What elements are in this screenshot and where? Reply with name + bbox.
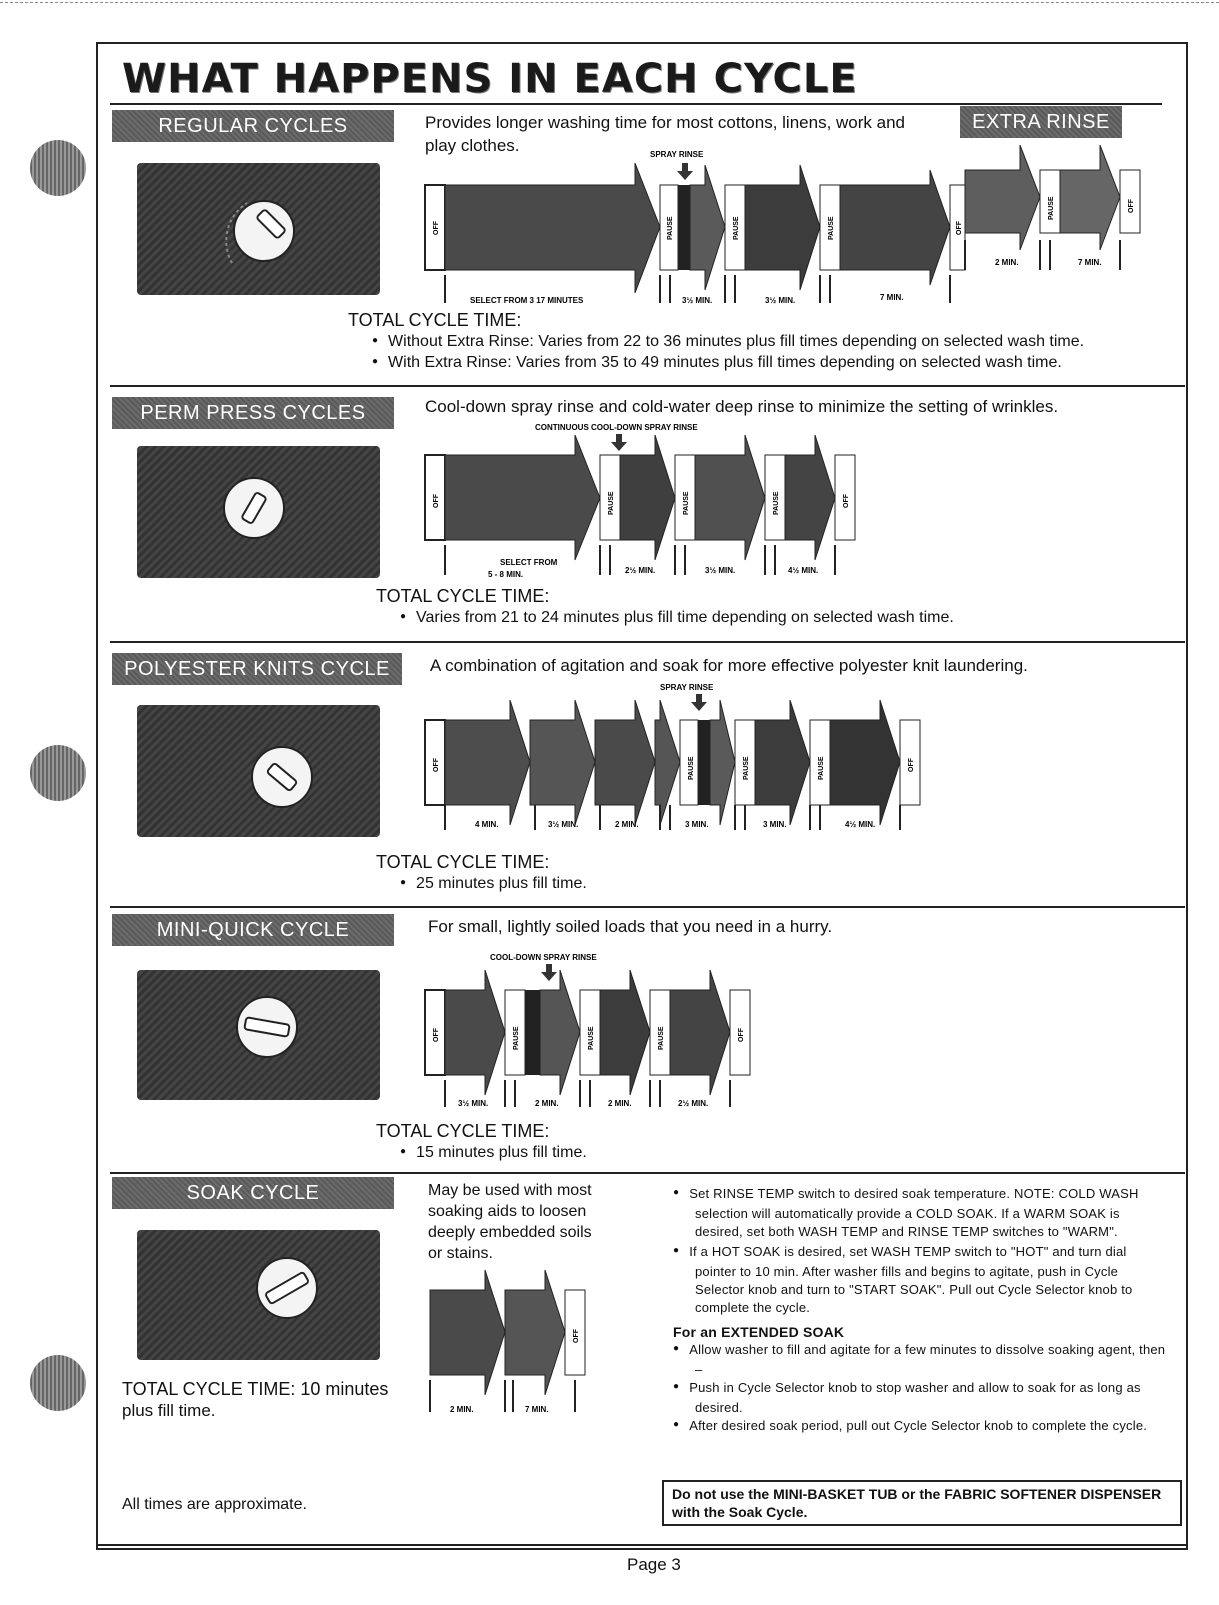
pause-label: PAUSE	[588, 1026, 595, 1050]
soak-total-line1: TOTAL CYCLE TIME: 10 minutes	[122, 1379, 389, 1399]
mini-bullet-1: ● 15 minutes plus fill time.	[400, 1144, 587, 1162]
binder-hole-middle	[30, 745, 86, 801]
time-label: 2 MIN.	[615, 820, 639, 829]
regular-dial-photo	[137, 163, 380, 295]
mini-cycle-diagram	[420, 950, 780, 1120]
time-label: 2 MIN.	[535, 1099, 559, 1108]
regular-description-line2: play clothes.	[425, 136, 520, 155]
time-label: 2 MIN.	[608, 1099, 632, 1108]
poly-spray-label: SPRAY RINSE	[660, 683, 714, 692]
pause-label: PAUSE	[733, 216, 740, 240]
soak-note: ● If a HOT SOAK is desired, set WASH TEMP switch to "HOT" and turn dial pointer to 10 min. After washer fills and begins to agitate, push in Cycle Selector knob and turn to "START SOAK". Pull out Cycle Selector knob to complete the cycle.	[673, 1243, 1170, 1317]
time-label: 7 MIN.	[525, 1405, 549, 1414]
time-label: 3½ MIN.	[705, 566, 736, 575]
perm-dial-photo	[137, 446, 380, 578]
pause-label: PAUSE	[608, 491, 615, 515]
approximate-note: All times are approximate.	[122, 1496, 307, 1513]
soak-cycle-diagram	[425, 1265, 615, 1425]
regular-timeline-bars	[425, 145, 1140, 293]
poly-total-label: TOTAL CYCLE TIME:	[376, 852, 550, 872]
pause-label: PAUSE	[1048, 196, 1055, 220]
time-label: 3½ MIN.	[765, 296, 796, 305]
time-label: 4 MIN.	[475, 820, 499, 829]
dial-knob-icon	[137, 163, 380, 295]
time-label: 2½ MIN.	[678, 1099, 709, 1108]
regular-bullet-2: ● With Extra Rinse: Varies from 35 to 49 minutes plus fill times depending on selected wash time.	[372, 354, 1062, 372]
time-label: 7 MIN.	[880, 293, 904, 302]
dial-knob-icon	[137, 1230, 380, 1360]
time-label: 3 MIN.	[685, 820, 709, 829]
off-label: OFF	[573, 1329, 580, 1343]
top-edge-rule	[0, 2, 1219, 3]
mini-total-label: TOTAL CYCLE TIME:	[376, 1121, 550, 1141]
regular-cycles-banner: REGULAR CYCLES	[112, 110, 394, 142]
time-label: 3½ MIN.	[548, 820, 579, 829]
time-label: 3½ MIN.	[682, 296, 713, 305]
time-label: 5 - 8 MIN.	[488, 570, 524, 579]
mini-time-labels	[458, 1099, 708, 1108]
soak-total-line2: plus fill time.	[122, 1401, 216, 1420]
perm-press-banner: PERM PRESS CYCLES	[112, 397, 394, 429]
mini-quick-banner: MINI-QUICK CYCLE	[112, 914, 394, 946]
perm-timeline-bars	[425, 435, 855, 560]
bottom-rule	[96, 1544, 1188, 1546]
pause-label: PAUSE	[773, 491, 780, 515]
extended-soak-heading: For an EXTENDED SOAK	[673, 1324, 845, 1340]
mini-spray-label: COOL-DOWN SPRAY RINSE	[490, 953, 597, 962]
off-label: OFF	[843, 494, 850, 508]
mini-dial-photo	[137, 970, 380, 1100]
soak-description-line: deeply embedded soils	[428, 1224, 592, 1241]
perm-time-labels	[488, 558, 818, 579]
regular-total-label: TOTAL CYCLE TIME:	[348, 310, 522, 330]
section-divider	[110, 1172, 1185, 1174]
dial-knob-icon	[137, 446, 380, 578]
page-title: WHAT HAPPENS IN EACH CYCLE	[122, 56, 858, 102]
soak-warning-box: Do not use the MINI-BASKET TUB or the FABRIC SOFTENER DISPENSER with the Soak Cycle.	[662, 1480, 1182, 1526]
time-label: 2 MIN.	[450, 1405, 474, 1414]
time-label: 3½ MIN.	[458, 1099, 489, 1108]
section-divider	[110, 906, 1185, 908]
binder-hole-bottom	[30, 1355, 86, 1411]
time-label: 7 MIN.	[1078, 258, 1102, 267]
regular-bullet-1: ● Without Extra Rinse: Varies from 22 to 36 minutes plus fill times depending on selected wash time.	[372, 333, 1084, 351]
mini-description: For small, lightly soiled loads that you need in a hurry.	[428, 917, 833, 936]
section-divider	[110, 641, 1185, 643]
off-label: OFF	[433, 494, 440, 508]
perm-total-label: TOTAL CYCLE TIME:	[376, 586, 550, 606]
time-label: 2½ MIN.	[625, 566, 656, 575]
pause-label: PAUSE	[658, 1026, 665, 1050]
regular-description-line1: Provides longer washing time for most cottons, linens, work and	[425, 113, 906, 132]
dial-knob-icon	[137, 970, 380, 1100]
off-label: OFF	[956, 221, 963, 235]
pause-label: PAUSE	[743, 756, 750, 780]
poly-timeline-bars	[425, 700, 920, 825]
time-label: SELECT FROM 3 17 MINUTES	[470, 296, 584, 305]
pause-label: PAUSE	[683, 491, 690, 515]
off-label: OFF	[433, 758, 440, 772]
soak-description-line: or stains.	[428, 1245, 493, 1262]
binder-hole-top	[30, 140, 86, 196]
soak-time-labels	[450, 1405, 549, 1414]
poly-cycle-diagram	[420, 680, 940, 850]
pause-label: PAUSE	[667, 216, 674, 240]
dial-knob-icon	[137, 705, 380, 837]
pause-label: PAUSE	[818, 756, 825, 780]
soak-description-line: May be used with most	[428, 1182, 592, 1199]
extended-soak-note: ● Push in Cycle Selector knob to stop washer and allow to soak for as long as desired.	[673, 1379, 1170, 1417]
pause-label: PAUSE	[828, 216, 835, 240]
perm-bullet-1: ● Varies from 21 to 24 minutes plus fill time depending on selected wash time.	[400, 609, 954, 627]
soak-cycle-banner: SOAK CYCLE	[112, 1177, 394, 1209]
page-number: Page 3	[627, 1555, 681, 1574]
regular-spray-label: SPRAY RINSE	[650, 150, 704, 159]
spray-arrow-icon	[611, 434, 627, 451]
time-label: 4½ MIN.	[845, 820, 876, 829]
extra-rinse-banner: EXTRA RINSE	[960, 106, 1122, 138]
pause-label: PAUSE	[688, 756, 695, 780]
section-divider	[110, 103, 1162, 105]
spray-arrow-icon	[677, 163, 693, 180]
soak-timeline-bars	[430, 1270, 585, 1395]
regular-cycle-diagram	[420, 145, 1200, 315]
soak-description	[428, 1180, 592, 1264]
time-label: 4½ MIN.	[788, 566, 819, 575]
soak-instructions	[673, 1185, 1170, 1437]
perm-spray-label: CONTINUOUS COOL-DOWN SPRAY RINSE	[535, 423, 698, 432]
off-label: OFF	[433, 221, 440, 235]
soak-note: ● Set RINSE TEMP switch to desired soak temperature. NOTE: COLD WASH selection will automatically provide a COLD SOAK. If a WARM SOAK is desired, set both WASH TEMP and RINSE TEMP switches to "WARM".	[673, 1185, 1170, 1241]
extended-soak-note: ● Allow washer to fill and agitate for a few minutes to dissolve soaking agent, then –	[673, 1341, 1170, 1379]
soak-dial-photo	[137, 1230, 380, 1360]
off-label: OFF	[738, 1028, 745, 1042]
polyester-knits-banner: POLYESTER KNITS CYCLE	[112, 653, 402, 685]
time-label: SELECT FROM	[500, 558, 558, 567]
poly-dial-photo	[137, 705, 380, 837]
time-label: 3 MIN.	[763, 820, 787, 829]
section-divider	[110, 385, 1185, 387]
pause-label: PAUSE	[513, 1026, 520, 1050]
off-label: OFF	[1128, 199, 1135, 213]
perm-description: Cool-down spray rinse and cold-water deep rinse to minimize the setting of wrinkles.	[425, 397, 1059, 416]
off-label: OFF	[908, 758, 915, 772]
soak-description-line: soaking aids to loosen	[428, 1203, 587, 1220]
poly-bullet-1: ● 25 minutes plus fill time.	[400, 875, 587, 893]
spray-arrow-icon	[691, 694, 707, 711]
extended-soak-note: ● After desired soak period, pull out Cycle Selector knob to complete the cycle.	[673, 1417, 1170, 1437]
perm-cycle-diagram	[420, 420, 880, 590]
spray-arrow-icon	[541, 964, 557, 981]
poly-description: A combination of agitation and soak for more effective polyester knit laundering.	[430, 656, 1028, 675]
off-label: OFF	[433, 1028, 440, 1042]
time-label: 2 MIN.	[995, 258, 1019, 267]
